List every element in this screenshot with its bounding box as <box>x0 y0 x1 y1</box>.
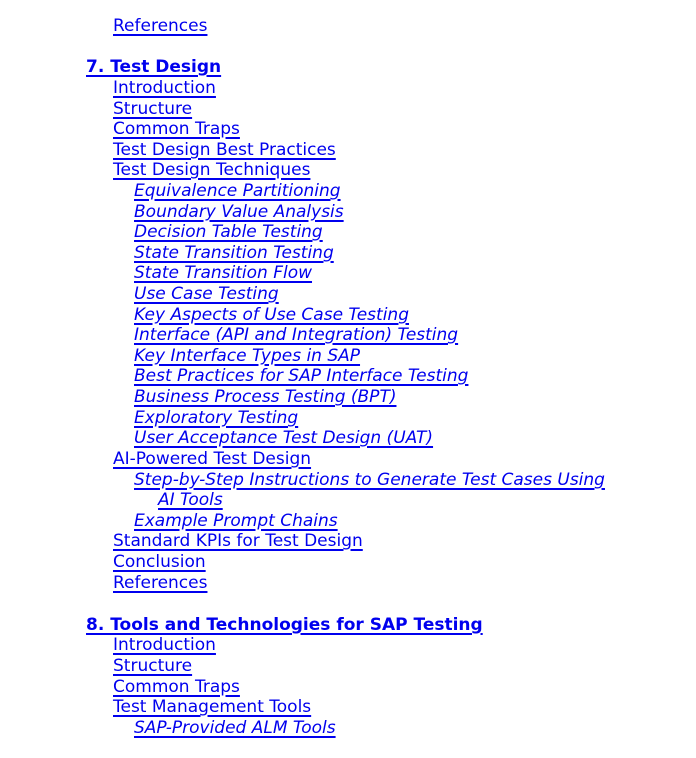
toc-link-state-transition-flow[interactable]: State Transition Flow <box>134 263 313 283</box>
toc-link-ch8-structure[interactable]: Structure <box>113 656 193 676</box>
toc-link-ch7-introduction[interactable]: Introduction <box>113 78 216 98</box>
toc-link-uat[interactable]: User Acceptance Test Design (UAT) <box>134 428 434 448</box>
toc-link-ch6-references[interactable]: References <box>113 16 208 36</box>
toc-link-ch7-techniques[interactable]: Test Design Techniques <box>113 160 311 180</box>
toc-link-state-transition-testing[interactable]: State Transition Testing <box>134 243 334 263</box>
toc-link-exploratory-testing[interactable]: Exploratory Testing <box>134 408 299 428</box>
toc-link-key-interface-types[interactable]: Key Interface Types in SAP <box>134 346 361 366</box>
toc-link-sap-provided-alm-tools[interactable]: SAP-Provided ALM Tools <box>134 718 336 738</box>
toc-link-ch8-introduction[interactable]: Introduction <box>113 635 216 655</box>
toc-link-test-management-tools[interactable]: Test Management Tools <box>113 697 312 717</box>
toc-link-ch7-common-traps[interactable]: Common Traps <box>113 119 240 139</box>
toc-chapter-7-test-design[interactable]: 7. Test Design <box>86 57 222 77</box>
toc-link-ai-powered-test-design[interactable]: AI-Powered Test Design <box>113 449 312 469</box>
toc-chapter-8-tools[interactable]: 8. Tools and Technologies for SAP Testing <box>86 615 483 635</box>
toc-link-example-prompt-chains[interactable]: Example Prompt Chains <box>134 511 338 531</box>
toc-link-best-practices-interface[interactable]: Best Practices for SAP Interface Testing <box>134 366 469 386</box>
toc-link-use-case-testing[interactable]: Use Case Testing <box>134 284 279 304</box>
toc-link-standard-kpis[interactable]: Standard KPIs for Test Design <box>113 531 363 551</box>
toc-link-ch8-common-traps[interactable]: Common Traps <box>113 677 240 697</box>
toc-link-ch7-conclusion[interactable]: Conclusion <box>113 552 206 572</box>
toc-link-decision-table-testing[interactable]: Decision Table Testing <box>134 222 323 242</box>
toc-link-key-aspects-use-case[interactable]: Key Aspects of Use Case Testing <box>134 305 409 325</box>
toc-link-interface-testing[interactable]: Interface (API and Integration) Testing <box>134 325 459 345</box>
toc-link-equivalence-partitioning[interactable]: Equivalence Partitioning <box>134 181 341 201</box>
toc-link-ch7-structure[interactable]: Structure <box>113 99 193 119</box>
toc-link-step-by-step-continuation[interactable]: AI Tools <box>158 490 223 510</box>
toc-link-ch7-references[interactable]: References <box>113 573 208 593</box>
toc-link-step-by-step[interactable]: Step-by-Step Instructions to Generate Test Cases Using <box>134 470 605 490</box>
toc-link-boundary-value-analysis[interactable]: Boundary Value Analysis <box>134 202 344 222</box>
toc-link-bpt[interactable]: Business Process Testing (BPT) <box>134 387 397 407</box>
toc-link-ch7-best-practices[interactable]: Test Design Best Practices <box>113 140 336 160</box>
